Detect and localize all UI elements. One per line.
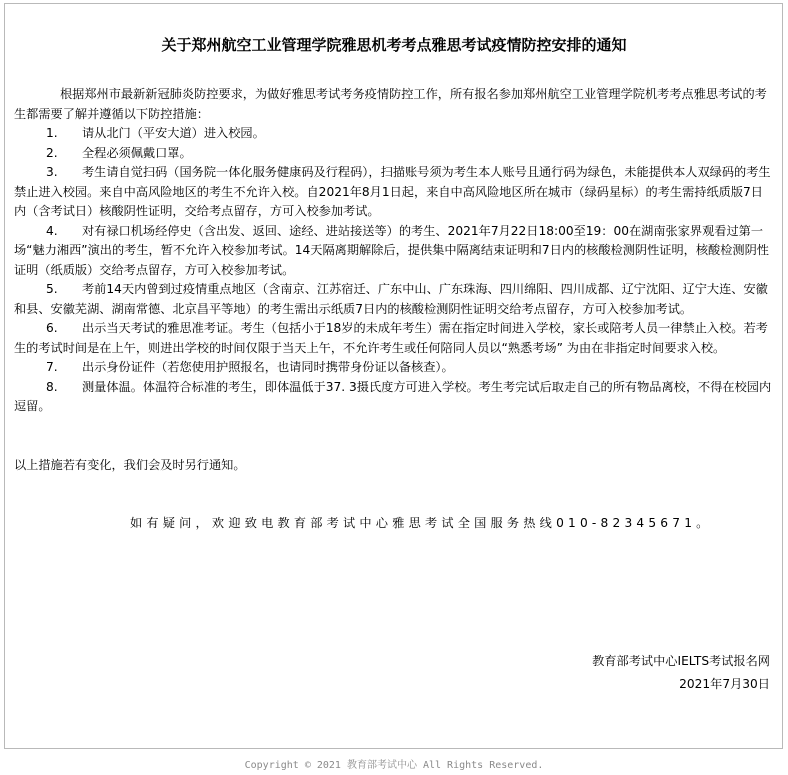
item-text: 出示身份证件（若您使用护照报名，也请同时携带身份证以备核查）。 — [82, 360, 454, 374]
item-text: 全程必须佩戴口罩。 — [82, 145, 192, 160]
intro-paragraph: 根据郑州市最新新冠肺炎防控要求，为做好雅思考试考务疫情防控工作，所有报名参加郑州航空工业管理学院机考考点雅思考试的考生都需要了解并遵循以下防控措施： — [14, 87, 767, 121]
measure-item-4 — [14, 222, 774, 281]
spacer — [14, 475, 774, 514]
item-number: 4. — [46, 223, 58, 238]
measure-item-3 — [14, 163, 774, 222]
item-number: 2. — [46, 145, 58, 160]
item-number: 8. — [46, 379, 58, 394]
signature-org: 教育部考试中心IELTS考试报名网 — [592, 654, 770, 668]
measure-item-8 — [14, 378, 774, 417]
notice-title: 关于郑州航空工业管理学院雅思机考考点雅思考试疫情防控安排的通知 — [161, 36, 627, 54]
measure-item-2 — [14, 144, 774, 164]
item-text: 请从北门（平安大道）进入校园。 — [82, 126, 265, 140]
measure-item-6 — [14, 319, 774, 358]
contact-paragraph: 如有疑问，欢迎致电教育部考试中心雅思考试全国服务热线010-82345671。 — [130, 516, 713, 530]
signature-date: 2021年7月30日 — [679, 677, 770, 691]
item-text: 考生请自觉扫码（国务院一体化服务健康码及行程码），扫描账号须为考生本人账号且通行码为绿色，未能提供本人双绿码的考生禁止进入校园。来自中高风险地区的考生不允许入校。自2021年8月1日起，来自中高风险地区所在城市（绿码星标）的考生需持纸质版7日内（含考试日）核酸阴性证明，交给考点留存，方可入校参加考试。 — [14, 165, 771, 218]
item-number: 5. — [46, 282, 58, 296]
item-number: 7. — [46, 360, 58, 374]
closing-paragraph: 以上措施若有变化，我们会及时另行通知。 — [14, 457, 246, 472]
item-number: 3. — [46, 165, 58, 179]
item-text: 测量体温。体温符合标准的考生，即体温低于37. 3摄氏度方可进入学校。考生考完试后取走自己的所有物品离校，不得在校园内逗留。 — [14, 379, 772, 413]
measure-item-7 — [14, 358, 774, 378]
measure-item-5 — [14, 280, 774, 319]
item-number: 6. — [46, 321, 58, 335]
notice-body — [14, 85, 774, 534]
measure-item-1 — [14, 124, 774, 144]
item-text: 考前14天内曾到过疫情重点地区（含南京、江苏宿迁、广东中山、广东珠海、四川绵阳、四川成都、辽宁沈阳、辽宁大连、安徽和县、安徽芜湖、湖南常德、北京昌平等地）的考生需出示纸质7日内的核酸检测阴性证明交给考点留存，方可入校参加考试。 — [14, 282, 768, 316]
spacer — [14, 417, 774, 456]
item-text: 对有禄口机场经停史（含出发、返回、途经、进站接送等）的考生、2021年7月22日18:00至19：00在湖南张家界观看过第一场“魅力湘西”演出的考生，暂不允许入校参加考试。14天隔离期解除后，提供集中隔离结束证明和7日内的核酸检测阴性证明，核酸检测阴性证明（纸质版）交给考点留存，方可入校参加考试。 — [14, 223, 769, 277]
copyright-footer: Copyright © 2021 教育部考试中心 All Rights Reserved. — [244, 760, 544, 771]
item-text: 出示当天考试的雅思准考证。考生（包括小于18岁的未成年考生）需在指定时间进入学校，家长或陪考人员一律禁止入校。若考生的考试时间是在上午，则进出学校的时间仅限于当天上午，不允许考生或任何陪同人员以“熟悉考场” 为由在非指定时间要求入校。 — [14, 321, 768, 355]
item-number: 1. — [46, 126, 58, 140]
